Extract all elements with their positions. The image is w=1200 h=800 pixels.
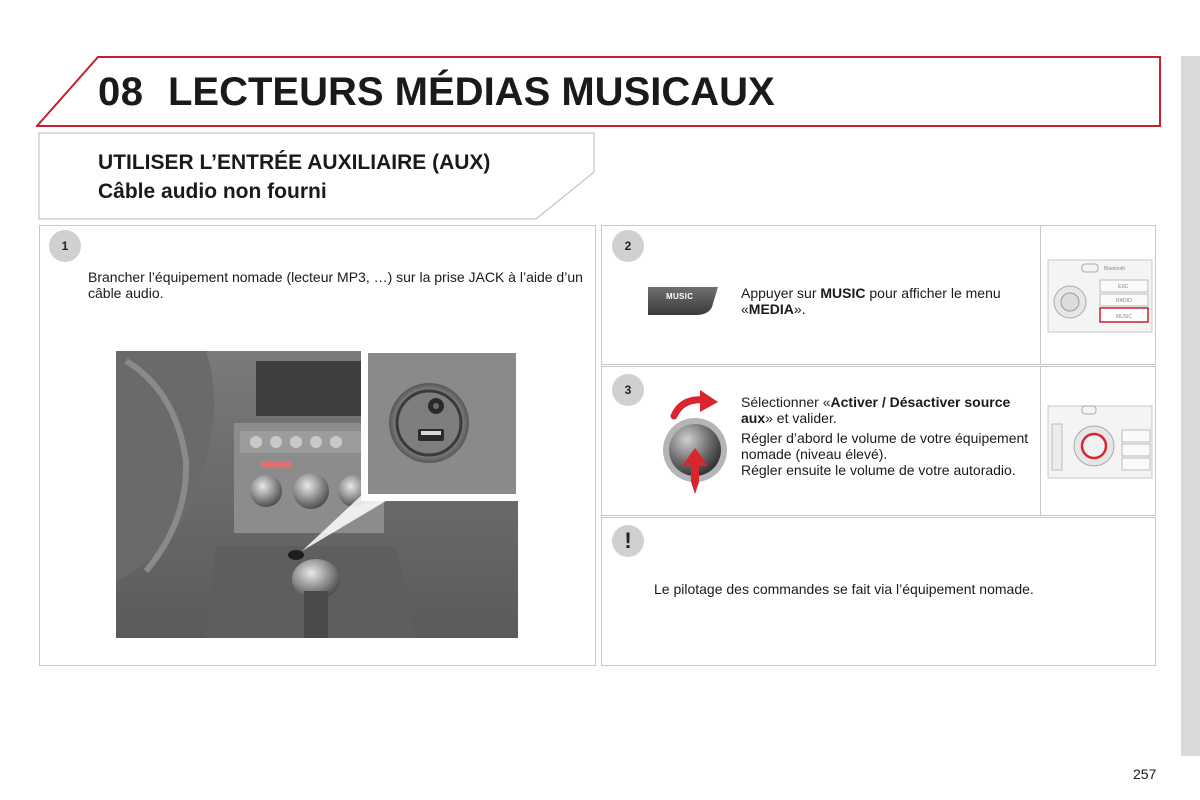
step-2-text-part: ».	[793, 301, 806, 317]
step-1-text: Brancher l’équipement nomade (lecteur MP3, …) sur la prise JACK à l’aide d’un câble audio.	[88, 269, 583, 301]
step-3-text	[741, 394, 1031, 478]
section-title: UTILISER L’ENTRÉE AUXILIAIRE (AUX)	[98, 151, 491, 174]
step-3-bold-activate: Activer / Désactiver source aux	[741, 394, 1011, 426]
step-2-bold-media: MEDIA	[748, 301, 794, 317]
step-2-badge: 2	[612, 230, 644, 262]
step-3-line-2: Régler d’abord le volume de votre équipement nomade (niveau élevé).	[741, 430, 1029, 462]
step-3-text-part: Sélectionner «	[741, 394, 831, 410]
music-button-label: MUSIC	[666, 292, 694, 301]
aux-jack-photo	[116, 351, 518, 638]
step-3-line-1	[741, 394, 1031, 426]
warning-text: Le pilotage des commandes se fait via l’équipement nomade.	[654, 581, 1034, 597]
section-subtitle: Câble audio non fourni	[98, 180, 327, 203]
step-2-text-part: Appuyer sur	[741, 285, 821, 301]
warning-badge: !	[612, 525, 644, 557]
bluetooth-label: Bluetooth	[1104, 266, 1126, 272]
section-title-frame	[38, 132, 598, 222]
esc-label: ESC	[1118, 284, 1129, 290]
step-3-badge: 3	[612, 374, 644, 406]
step-2-bold-music: MUSIC	[820, 285, 866, 301]
step-3-text-part: » et valider.	[765, 410, 837, 426]
step-3-line-3: Régler ensuite le volume de votre autoradio.	[741, 462, 1016, 478]
side-tab-strip	[1181, 56, 1200, 756]
radio-label: RADIO	[1116, 298, 1132, 304]
page-number: 257	[1133, 766, 1157, 782]
music-thumb-label: MUSIC	[1116, 314, 1133, 320]
chapter-title: LECTEURS MÉDIAS MUSICAUX	[168, 70, 775, 114]
radio-panel-thumbnail	[1046, 258, 1154, 334]
chapter-number: 08	[98, 70, 144, 114]
rotary-knob-icon	[660, 390, 730, 494]
step-2-text-part: pour afficher le menu «	[741, 285, 1001, 317]
step-1-badge: 1	[49, 230, 81, 262]
radio-knob-thumbnail	[1046, 404, 1154, 480]
step-2-text	[741, 285, 1031, 317]
